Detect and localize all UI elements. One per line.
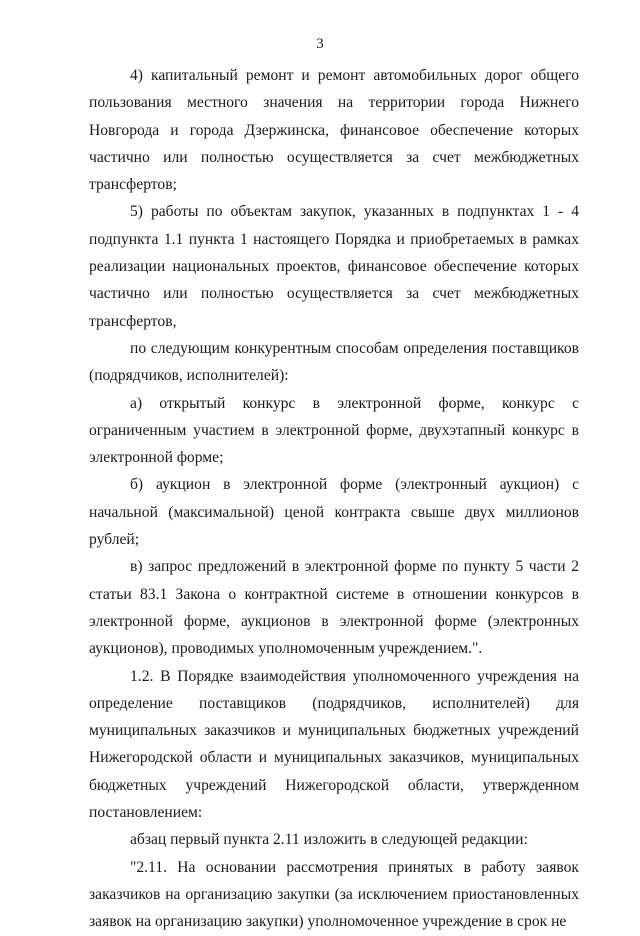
paragraph: 1.2. В Порядке взаимодействия уполномоченного учреждения на определение поставщиков (подрядчиков, исполнителей) для муниципальных заказчиков и муниципальных бюджетных учреждений Нижегородской области и муниципальных заказчиков, муниципальных бюджетных учреждений Нижегородской области, утвержденном постановлением: — [89, 667, 579, 822]
paragraph: 5) работы по объектам закупок, указанных в подпунктах 1 - 4 подпункта 1.1 пункта 1 настоящего Порядка и приобретаемых в рамках реализации национальных проектов, финансовое обеспечение которых частично или полностью осуществляется за счет межбюджетных трансфертов, — [89, 203, 579, 330]
page-number: 3 — [316, 36, 324, 52]
paragraph: в) запрос предложений в электронной форме по пункту 5 части 2 статьи 83.1 Закона о контрактной системе в отношении конкурсов в электронной форме, аукционов в электронной форме (электронных аукционов), проводимых уполномоченным учреждением.". — [89, 558, 579, 658]
paragraph: 4) капитальный ремонт и ремонт автомобильных дорог общего пользования местного значения на территории города Нижнего Новгорода и города Дзержинска, финансовое обеспечение которых частично или полностью осуществляется за счет межбюджетных трансфертов; — [89, 67, 579, 194]
paragraph: б) аукцион в электронной форме (электронный аукцион) с начальной (максимальной) ценой контракта свыше двух миллионов рублей; — [89, 476, 579, 549]
paragraph: абзац первый пункта 2.11 изложить в следующей редакции: — [130, 831, 528, 849]
paragraph: "2.11. На основании рассмотрения принятых в работу заявок заказчиков на организацию закупки (за исключением приостановленных заявок на организацию закупки) уполномоченное учреждение в срок не — [89, 858, 579, 931]
paragraph: а) открытый конкурс в электронной форме, конкурс с ограниченным участием в электронной форме, двухэтапный конкурс в электронной форме; — [89, 394, 579, 467]
document-body — [89, 62, 579, 936]
paragraph: по следующим конкурентным способам определения поставщиков (подрядчиков, исполнителей): — [89, 339, 579, 385]
